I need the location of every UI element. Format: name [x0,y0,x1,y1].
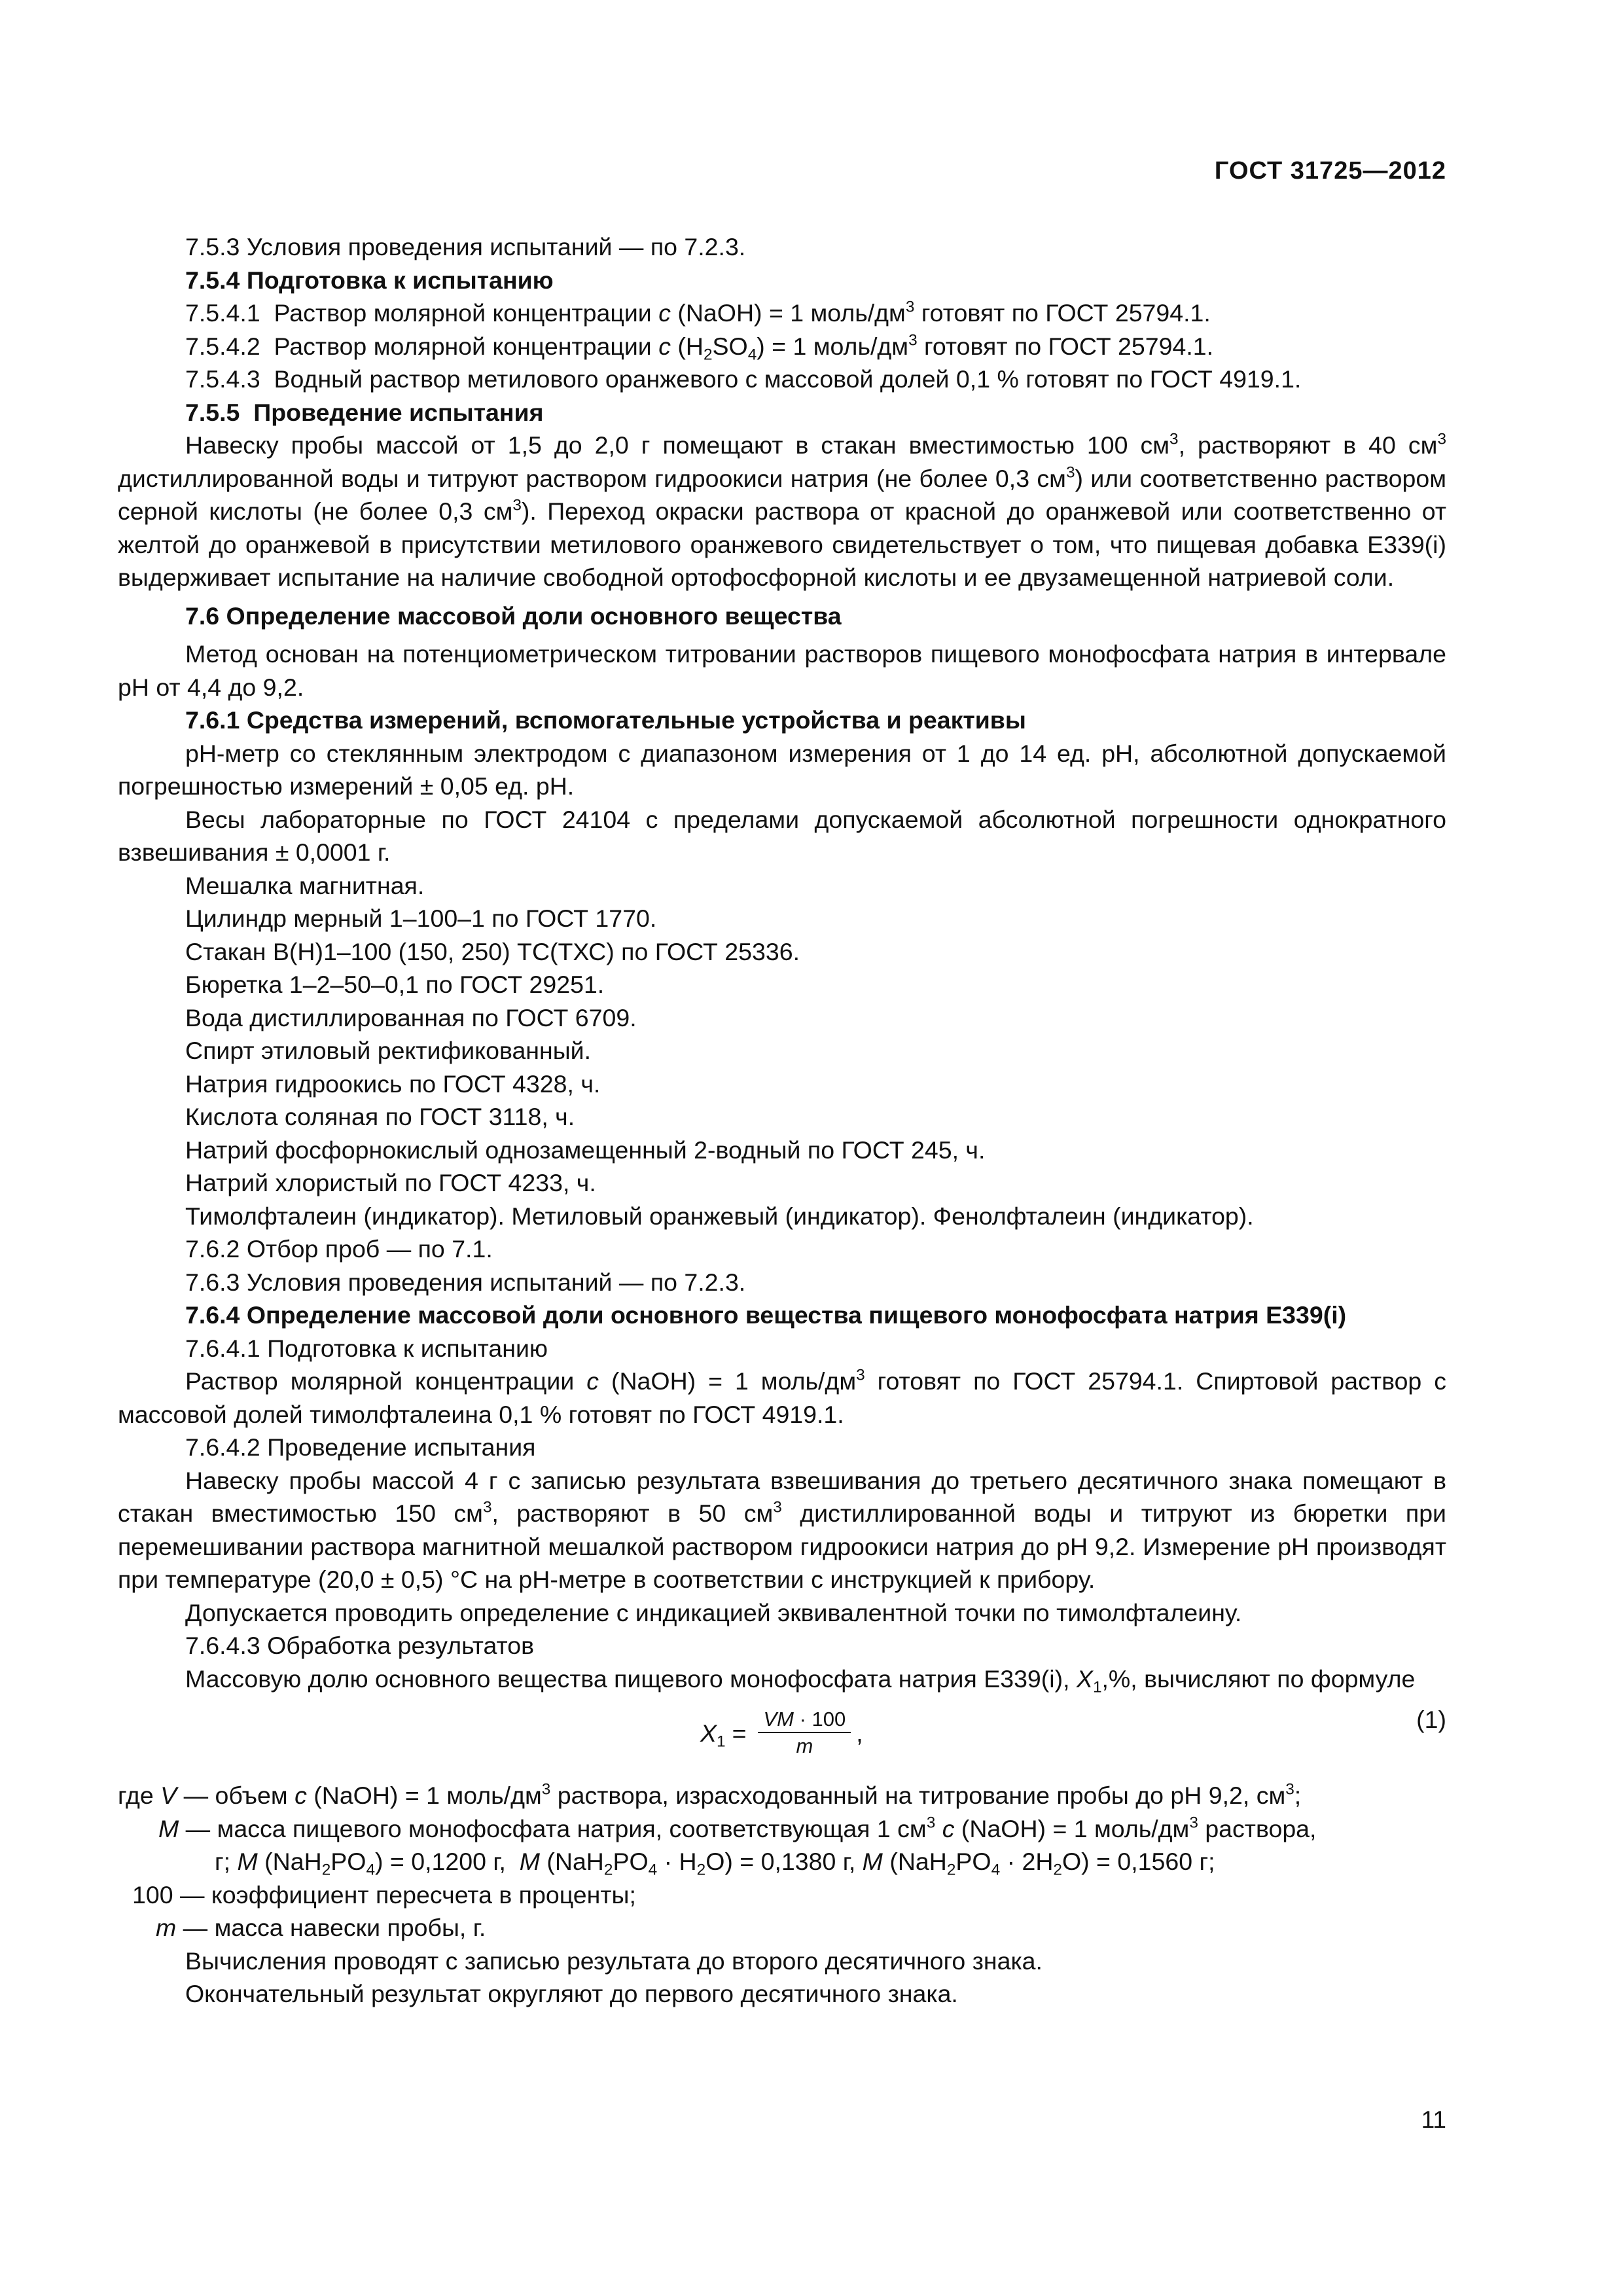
para-7-5-4-3: 7.5.4.3 Водный раствор метилового оранжевого с массовой долей 0,1 % готовят по ГОСТ 4919.1. [185,365,1302,393]
para-7-6-2: 7.6.2 Отбор проб — по 7.1. [185,1235,493,1263]
page-number: 11 [1421,2106,1446,2133]
heading-7-6: 7.6 Определение массовой доли основного вещества [185,601,842,630]
para-7-5-5-text: Навеску пробы массой от 1,5 до 2,0 г помещают в стакан вместимостью 100 $см^3$, растворяют в 40 $см^3$ дистиллированной воды и титруют раствором гидроокиси натрия (не более 0,3 $см^3$) или соответственно раствором серной кислоты (не более 0,3 $см^3$). Переход окраски раствора от красной до оранжевой или соответственно от желтой до оранжевой в присутствии метилового оранжевого свидетельствует о том, что пищевая добавка Е339(i) выдерживает испытание на наличие свободной ортофосфорной кислоты и ее двузамещенной натриевой соли. [118,430,1447,591]
para-calc-1: Вычисления проводят с записью результата до второго десятичного знака. [185,1946,1043,1975]
heading-7-6-4-3: 7.6.4.3 Обработка результатов [185,1632,535,1659]
para-7-6-method: Метод основан на потенциометрическом титровании растворов пищевого монофосфата натрия в интервале pH от 4,4 до 9,2. [118,640,1446,701]
para-7-6-3: 7.6.3 Условия проведения испытаний — по 7.2.3. [185,1268,746,1296]
document-body [118,230,1446,2011]
para-allow: Допускается проводить определение с индикацией эквивалентной точки по тимолфталеину. [185,1598,1242,1626]
item-mixer: Мешалка магнитная. [185,871,425,899]
formula-1: $X_1$ = $\frac{VM \cdot 100}{m}$ , [700,1707,863,1759]
legend-v: где V — объем c (NaOH) = 1 моль/$дм^3$ раствора, израсходованный на титрование пробы до pH 9,2, $см^3$; [118,1780,1302,1809]
formula-denominator: m [796,1734,813,1757]
heading-7-5-4: 7.5.4 Подготовка к испытанию [185,266,554,294]
item-naoh: Натрия гидроокись по ГОСТ 4328, ч. [185,1069,601,1098]
para-7-6-4-1-text: Раствор молярной концентрации c (NaOH) = 1 моль/$дм^3$ готовят по ГОСТ 25794.1. Спиртовой раствор с массовой долей тимолфталеина 0,1 % готовят по ГОСТ 4919.1. [118,1366,1446,1428]
formula-block [118,1698,1446,1779]
item-spirit: Спирт этиловый ректификованный. [185,1037,592,1064]
heading-7-6-1: 7.6.1 Средства измерений, вспомогательные устройства и реактивы [185,706,1026,734]
heading-7-5-5: 7.5.5 Проведение испытания [185,398,544,426]
heading-7-6-4: 7.6.4 Определение массовой доли основного вещества пищевого монофосфата натрия Е339(i) [185,1301,1347,1329]
formula-lhs: $X_1$ [700,1719,726,1751]
legend-100: 100 — коэффициент пересчета в проценты; [132,1880,636,1909]
item-ph-meter: pH-метр со стеклянным электродом с диапазоном измерения от 1 до 14 ед. pH, абсолютной допускаемой погрешностью измерений ± 0,05 ед. pH. [118,739,1446,800]
item-cylinder: Цилиндр мерный 1–100–1 по ГОСТ 1770. [185,905,657,932]
para-formula-intro: Массовую долю основного вещества пищевого монофосфата натрия Е339(i), $X_1,\%$, вычисляют по формуле [185,1664,1416,1696]
item-glass: Стакан В(Н)1–100 (150, 250) ТС(ТХС) по ГОСТ 25336. [185,937,800,965]
item-burette: Бюретка 1–2–50–0,1 по ГОСТ 29251. [185,971,605,998]
para-7-5-3: 7.5.3 Условия проведения испытаний — по 7.2.3. [185,233,746,260]
formula-number: (1) [1416,1706,1446,1733]
formula-fraction [758,1707,851,1759]
item-nacl: Натрий хлористый по ГОСТ 4233, ч. [185,1169,596,1196]
legend-m-mass: M — масса пищевого монофосфата натрия, соответствующая 1 $см^3$ c (NaOH) = 1 моль/$дм^3$ раствора, [158,1813,1317,1842]
para-7-6-4-2-text: Навеску пробы массой 4 г с записью результата взвешивания до третьего десятичного знака помещают в стакан вместимостью 150 $см^3$, растворяют в 50 $см^3$ дистиллированной воды и титруют из бюретки при перемешивании раствора магнитной мешалкой раствором гидроокиси натрия до pH 9,2. Измерение pH производят при температуре (20,0 ± 0,5) °С на pH-метре в соответствии с инструкцией к прибору. [118,1466,1446,1593]
legend-m-values: г; M $(NaH_2PO_4) = 0,1200$ г, M $(NaH_2PO_4 \cdot H_2O) = 0,1380$ г, M $(NaH_2PO_4 \cdot 2H_2O) = 0,1560$ г; [215,1848,1215,1879]
legend-m-sample: m — масса навески пробы, г. [156,1914,486,1941]
heading-7-6-4-1: 7.6.4.1 Подготовка к испытанию [185,1334,548,1362]
heading-7-6-4-2: 7.6.4.2 Проведение испытания [185,1433,536,1461]
para-calc-2: Окончательный результат округляют до первого десятичного знака. [185,1980,958,2007]
para-7-5-4-2: 7.5.4.2 Раствор молярной концентрации c $(H_2SO_4) = 1$ моль/$дм^3$ готовят по ГОСТ 25794.1. [185,331,1214,363]
item-phosphate: Натрий фосфорнокислый однозамещенный 2-водный по ГОСТ 245, ч. [185,1136,986,1164]
para-7-5-4-1: 7.5.4.1 Раствор молярной концентрации c (NaOH) = 1 моль/$дм^3$ готовят по ГОСТ 25794.1. [185,298,1211,327]
item-hcl: Кислота соляная по ГОСТ 3118, ч. [185,1103,575,1130]
formula-numerator: VM · 100 [758,1707,851,1733]
doc-header: ГОСТ 31725—2012 [1214,157,1446,185]
item-scales: Весы лабораторные по ГОСТ 24104 с пределами допускаемой абсолютной погрешности однократного взвешивания ± 0,0001 г. [118,805,1446,866]
item-indicators: Тимолфталеин (индикатор). Метиловый оранжевый (индикатор). Фенолфталеин (индикатор). [185,1202,1254,1230]
item-water: Вода дистиллированная по ГОСТ 6709. [185,1003,637,1031]
